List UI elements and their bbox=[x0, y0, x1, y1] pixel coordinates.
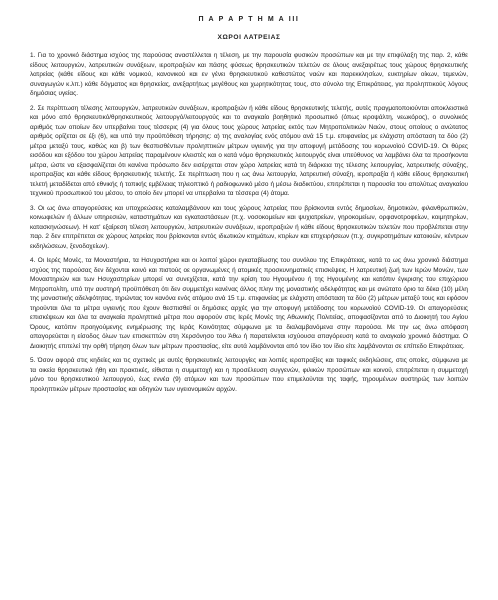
paragraph-2: 2. Σε περίπτωση τέλεσης λειτουργιών, λατρευτικών συνάξεων, ιεροπραξιών ή κάθε είδους θρησκευτικής τελετής, αυτές πραγματοποιούνται αποκλειστικά και μόνο από θρησκευτικό/θρησκευτικούς λειτουργό/λειτουργούς και το αναγκαίο βοηθητικό προσωπικό (όπως ιεροψάλτη, νεωκόρος), ο συνολικός αριθμός των οποίων δεν υπερβαίνει τους τέσσερις (4) για όλους τους χώρους λατρείας εκτός των Μητροπολιτικών Ναών, στους οποίους ο ανώτατος αριθμός ορίζεται σε έξι (6), και υπό την προϋπόθεση τήρησης: α) της αναλογίας ενός ατόμου ανά 15 τ.μ. επιφανείας με ελάχιστη απόσταση τα δύο (2) μέτρα μεταξύ τους, καθώς και β) των θεσπισθέντων προληπτικών μέτρων υγιεινής για την αποφυγή μετάδοσης του κορωνοϊού COVID-19. Οι θύρες εισόδου και εξόδου του χώρου λατρείας παραμένουν κλειστές και ο κατά νόμο θρησκευτικός λειτουργός είναι υπεύθυνος να λαμβάνει όλα τα προσήκοντα μέτρα, ώστε να εξασφαλίζεται ότι κανένα πρόσωπο δεν εισέρχεται στον χώρο λατρείας κατά τη διάρκεια της τέλεσης λειτουργίας, λατρευτικής σύναξης, ιεροπραξίας και κάθε είδους θρησκευτικής τελετής. Σε περίπτωση που η ως άνω λειτουργία, λατρευτική σύναξη, ιεροπραξία ή κάθε είδους θρησκευτική τελετή μεταδίδεται από εθνικής ή τοπικής εμβέλειας τηλεοπτικό ή ραδιοφωνικό μέσο ή μέσω διαδικτύου, επιτρέπεται η παρουσία του απολύτως αναγκαίου τεχνικού προσωπικού του μέσου, το οποίο δεν μπορεί να υπερβαίνει τα τέσσερα (4) άτομα. bbox=[30, 104, 468, 197]
paragraph-1: 1. Για το χρονικό διάστημα ισχύος της παρούσας αναστέλλεται η τέλεση, με την παρουσία φυσικών προσώπων και με την επιφύλαξη της παρ. 2, κάθε είδους λειτουργιών, λατρευτικών συνάξεων, ιεροπραξιών και πάσης φύσεως θρησκευτικών τελετών σε όλους ανεξαιρέτως τους χώρους θρησκευτικής λατρείας (κάθε είδους και κάθε νομικού, κανονικού και εν γένει θρησκευτικού καθεστώτος ναών και παρεκκλησίων, ευκτηρίων οίκων, τεμενών, συναγωγών κ.λπ.) κάθε δόγματος και θρησκείας, ανεξαρτήτως μεγέθους και χωρητικότητας τους, στο σύνολο της Επικράτειας, για προληπτικούς λόγους δημόσιας υγείας. bbox=[30, 52, 468, 97]
section-title: ΧΩΡΟΙ ΛΑΤΡΕΙΑΣ bbox=[217, 34, 281, 41]
paragraph-3: 3. Οι ως άνω απαγορεύσεις και υποχρεώσεις καταλαμβάνουν και τους χώρους λατρείας που βρίσκονται εντός δημοσίων, δημοτικών, φιλανθρωπικών, κοινωφελών ή άλλων υπηρεσιών, καταστημάτων και εγκαταστάσεων (π.χ. νοσοκομείων και ψυχιατρείων, γηροκομείων, ορφανοτροφείων, κοιμητηρίων, κατασκηνώσεων). Η κατ' εξαίρεση τέλεση λειτουργιών, λατρευτικών συνάξεων, ιεροπραξιών ή κάθε είδους θρησκευτικών τελετών που προβλέπεται στην παρ. 2 δεν επιτρέπεται σε χώρους λατρείας που βρίσκονται εντός ιδιωτικών κτημάτων, κτιρίων και επιχειρήσεων (π.χ. συγκροτημάτων κατοικιών, κέντρων εκδηλώσεων, ξενοδοχείων). bbox=[30, 204, 468, 250]
paragraph-5: 5. Όσον αφορά στις κηδείες και τις σχετικές με αυτές θρησκευτικές λειτουργίες και λοιπές ιεροπραξίες και ταφικές εκδηλώσεις, στις οποίες, σύμφωνα με τα οικεία θρησκευτικά ήθη και πρακτικές, είθισται η συμμετοχή και η προσέλευση συγγενών, φιλικών προσώπων και κοινού, επιτρέπεται η συμμετοχή μόνο του θρησκευτικού λειτουργού, έως εννέα (9) ατόμων και των προσώπων που επιμελούνται της ταφής, τηρουμένων αυστηρώς των λοιπών προληπτικών μέτρων προστασίας και οδηγιών των υγειονομικών αρχών. bbox=[30, 357, 468, 393]
paragraph-4: 4. Οι Ιερές Μονές, τα Μοναστήρια, τα Ησυχαστήρια και οι λοιποί χώροι εγκαταβίωσης του συνόλου της Επικράτειας, κατά το ως άνω χρονικό διάστημα ισχύος της παρούσας δεν δέχονται κοινό και πιστούς οε οργανωμένες ή ατομικές προσκυνηματικές επισκέψεις. Η λατρευτική ζωή των Ιερών Μονών, των Μοναστηριών και των Ησυχαστηρίων μπορεί να συνεχίζεται, κατά την κρίση του Ηγουμένου ή της Ηγουμένης και κατόπιν έγκρισης του επιχώριου Μητροπολίτη, υπό την αυστηρή προϋπόθεση ότι δεν συμμετέχει κανένας άλλος πλην της μοναστικής αδελφότητας και με ανώτατο όριο τα δέκα (10) μέλη της μοναστικής αδελφότητας, τηρώντας τον κανόνα ενός ατόμου ανά 15 τ.μ. επιφανείας με ελάχιστη απόσταση τα δύο (2) μέτρων μεταξύ τους και εφόσον τηρούνται όλα τα μέτρα υγιεινής που έχουν θεσπισθεί οι δημόσιες αρχές για την αποφυγή μετάδοσης του κορωνοϊού COVID-19. Οι απαγορεύσεις επισκέψεων και όλα τα αναγκαία προληπτικά μέτρα που αφορούν στις Ιερές Μονές της Αθωνικής Πολιτείας, αποφασίζονται από το Διοικητή του Αγίου Όρους, κατόπιν προηγούμενης ενημέρωσης της Ιεράς Κοινότητας σύμφωνα με τα διαλαμβανόμενα στην παρούσα. Με την ως άνω απόφαση απαγορεύεται η είσοδος όλων των επισκεπτών στη Χερσόνησο του Άθω ή παρατείνεται ισχύουσα απαγόρευση κατά το αναγκαίο χρονικό διάστημα. Ο Διοικητής επιτελεί την ορθή τήρηση όλων των μέτρων προστασίας, είτε αυτά λαμβάνονται από τον ίδιο τον ίδιο είτε λαμβάνονται σε επίπεδο Επικράτειας. bbox=[30, 257, 468, 350]
annex-title: Π Α Ρ Α Ρ Τ Η Μ Α ΙΙΙ bbox=[198, 16, 300, 23]
